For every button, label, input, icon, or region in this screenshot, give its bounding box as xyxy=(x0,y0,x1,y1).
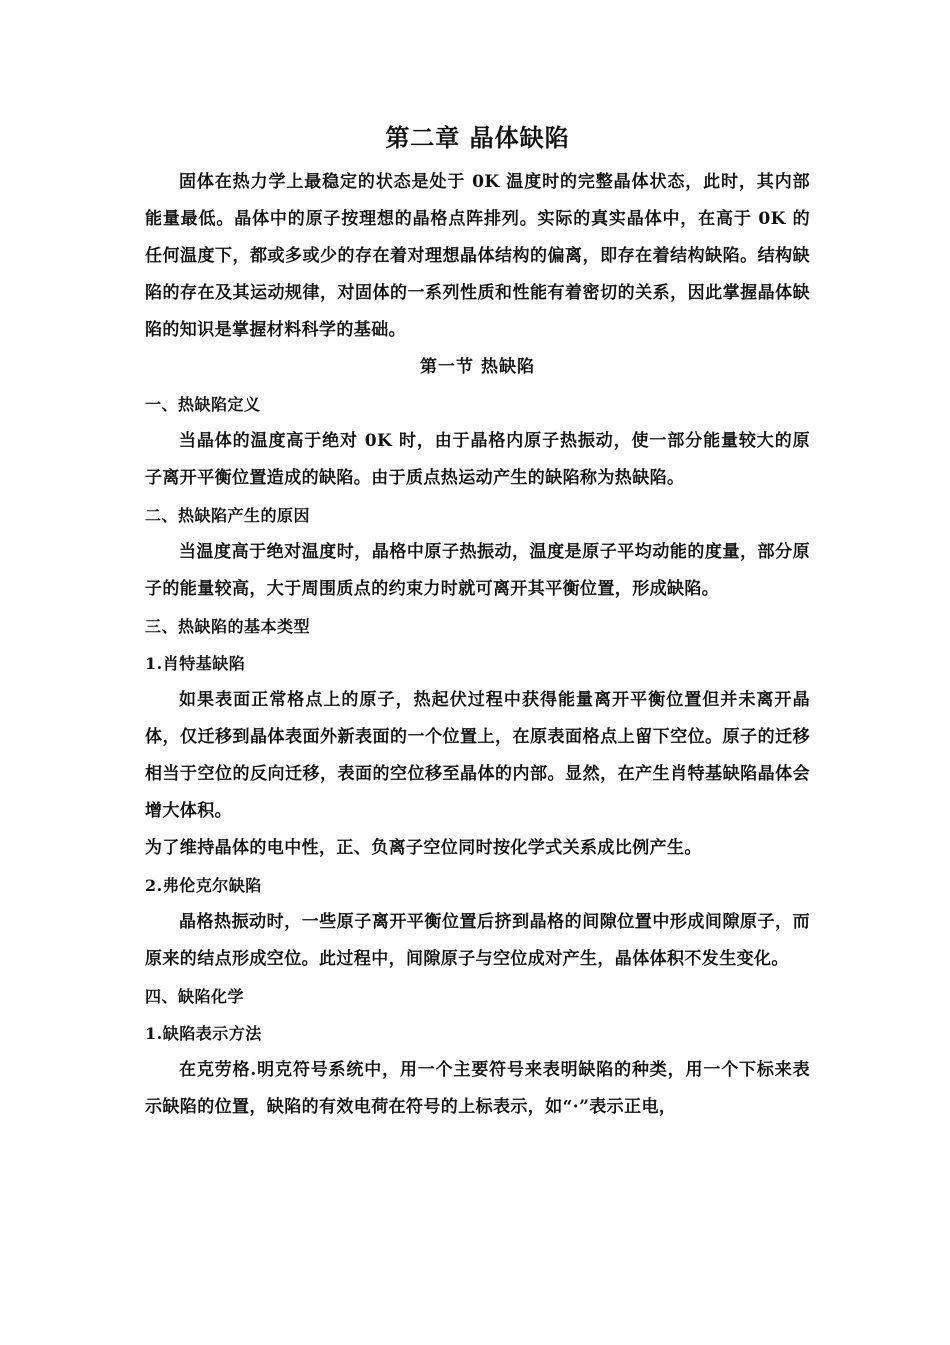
paragraph-frenkel: 晶格热振动时，一些原子离开平衡位置后挤到晶格的间隙位置中形成间隙原子，而原来的结点形成空位。此过程中，间隙原子与空位成对产生，晶体体积不发生变化。 xyxy=(145,912,810,969)
heading-cause: 二、热缺陷产生的原因 xyxy=(145,506,311,525)
subheading-schottky: 1.肖特基缺陷 xyxy=(145,654,246,673)
chapter-title: 第二章 晶体缺陷 xyxy=(385,123,570,152)
paragraph-notation: 在克劳格.明克符号系统中，用一个主要符号来表明缺陷的种类，用一个下标来表示缺陷的位置，缺陷的有效电荷在符号的上标表示，如“·”表示正电， xyxy=(145,1060,810,1117)
section-title: 第一节 热缺陷 xyxy=(420,357,535,377)
paragraph-schottky: 如果表面正常格点上的原子，热起伏过程中获得能量离开平衡位置但并未离开晶体，仅迁移到晶体表面外新表面的一个位置上，在原表面格点上留下空位。原子的迁移相当于空位的反向迁移，表面的空位移至晶体的内部。显然，在产生肖特基缺陷晶体会增大体积。 xyxy=(145,690,810,821)
paragraph-definition: 当晶体的温度高于绝对 0K 时，由于晶格内原子热振动，使一部分能量较大的原子离开平衡位置造成的缺陷。由于质点热运动产生的缺陷称为热缺陷。 xyxy=(145,431,810,488)
heading-defect-chemistry: 四、缺陷化学 xyxy=(145,987,245,1006)
paragraph-neutrality: 为了维持晶体的电中性，正、负离子空位同时按化学式关系成比例产生。 xyxy=(145,838,702,858)
subheading-frenkel: 2.弗伦克尔缺陷 xyxy=(145,876,262,895)
subheading-notation: 1.缺陷表示方法 xyxy=(145,1024,262,1043)
intro-paragraph: 固体在热力学上最稳定的状态是处于 0K 温度时的完整晶体状态，此时，其内部能量最低。晶体中的原子按理想的晶格点阵排列。实际的真实晶体中，在高于 0K 的任何温度下，都或多或少的存在着对理想晶体结构的偏离，即存在着结构缺陷。结构缺陷的存在及其运动规律，对固体的一系列性质和性能有着密切的关系，因此掌握晶体缺陷的知识是掌握材料科学的基础。 xyxy=(145,172,810,340)
heading-definition: 一、热缺陷定义 xyxy=(145,395,261,414)
document-body xyxy=(145,120,810,1126)
paragraph-cause: 当温度高于绝对温度时，晶格中原子热振动，温度是原子平均动能的度量，部分原子的能量较高，大于周围质点的约束力时就可离开其平衡位置，形成缺陷。 xyxy=(145,542,810,599)
heading-types: 三、热缺陷的基本类型 xyxy=(145,617,311,636)
